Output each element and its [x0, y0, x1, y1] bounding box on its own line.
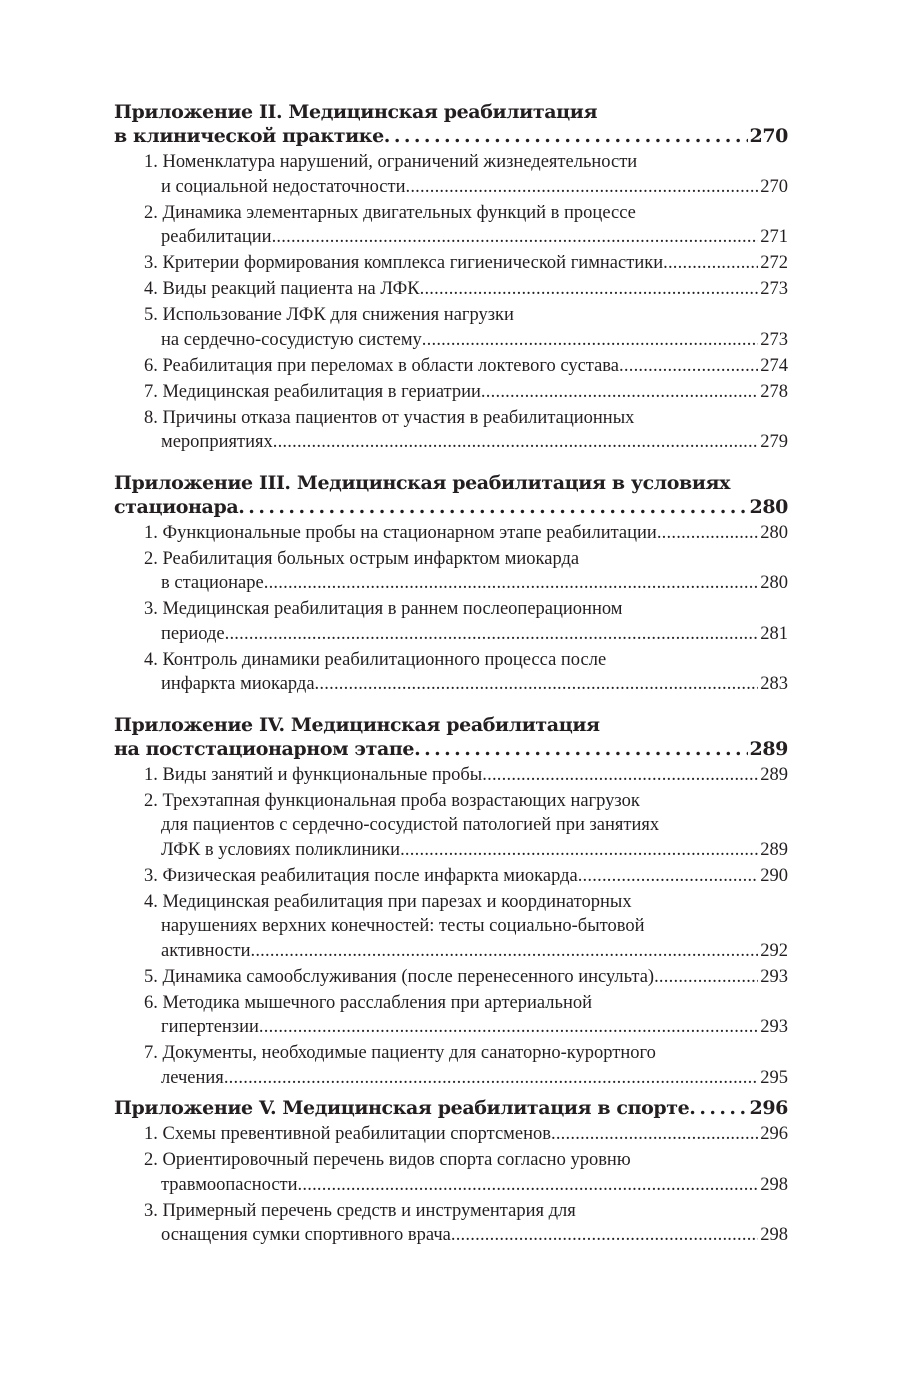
dot-leader	[482, 763, 758, 788]
section-page-number: 280	[749, 495, 788, 518]
toc-item-text: реабилитации	[161, 227, 272, 247]
dot-leader	[250, 939, 758, 964]
toc-item-page-number: 280	[760, 522, 788, 543]
dot-leader	[259, 1015, 758, 1040]
toc-item-text: 2. Ориентировочный перечень видов спорта согласно уровню	[144, 1150, 631, 1170]
dot-leader	[272, 225, 759, 250]
toc-item[interactable]	[114, 380, 788, 405]
dot-leader	[238, 495, 747, 519]
toc-item-text: мероприятиях	[161, 432, 273, 452]
dot-leader	[405, 175, 758, 200]
table-of-contents	[114, 100, 788, 1264]
toc-item[interactable]	[114, 277, 788, 302]
toc-item-text: 4. Виды реакций пациента на ЛФК	[144, 279, 420, 299]
toc-item-text: 2. Динамика элементарных двигательных функций в процессе	[144, 202, 636, 223]
toc-item-page-number: 281	[760, 623, 788, 644]
toc-item-text: в стационаре	[161, 573, 264, 593]
toc-section	[114, 1096, 788, 1248]
dot-leader	[420, 277, 759, 302]
toc-item-text: 5. Использование ЛФК для снижения нагрузки	[144, 305, 514, 325]
dot-leader	[273, 430, 759, 455]
section-title-text: Приложение IV. Медицинская реабилитация	[114, 713, 600, 736]
toc-item-text: 3. Медицинская реабилитация в раннем послеоперационном	[144, 599, 623, 619]
toc-item-page-number: 274	[760, 355, 788, 376]
dot-leader	[689, 1096, 747, 1120]
toc-item-text: 5. Динамика самообслуживания (после перенесенного инсульта)	[144, 966, 655, 987]
section-title[interactable]	[114, 100, 788, 148]
toc-item[interactable]	[114, 1041, 788, 1090]
dot-leader	[400, 838, 758, 863]
toc-item-page-number: 283	[760, 674, 788, 694]
toc-item-text: 1. Номенклатура нарушений, ограничений жизнедеятельности	[144, 152, 638, 172]
toc-item-text: 3. Примерный перечень средств и инструментария для	[144, 1200, 576, 1221]
toc-item-page-number: 293	[760, 1017, 788, 1037]
toc-item-page-number: 279	[760, 432, 788, 452]
toc-item-text: оснащения сумки спортивного врача	[161, 1225, 451, 1245]
toc-item-page-number: 296	[760, 1124, 788, 1144]
toc-item-page-number: 292	[760, 940, 788, 961]
toc-item-list	[114, 521, 788, 697]
toc-item-text: 1. Функциональные пробы на стационарном этапе реабилитации	[144, 522, 657, 543]
toc-item-list	[114, 1122, 788, 1248]
section-title-text: Приложение V. Медицинская реабилитация в спорте	[114, 1097, 690, 1119]
toc-item-text: ЛФК в условиях поликлиники	[161, 839, 401, 860]
toc-item-page-number: 272	[760, 253, 788, 273]
dot-leader	[224, 1066, 758, 1091]
toc-item-text: периоде	[161, 623, 225, 644]
toc-item-text: травмоопасности	[161, 1174, 298, 1195]
toc-item[interactable]	[114, 597, 788, 646]
dot-leader	[225, 622, 759, 647]
section-title[interactable]	[114, 471, 788, 519]
dot-leader	[264, 571, 759, 596]
toc-item[interactable]	[114, 547, 788, 596]
section-title[interactable]	[114, 1096, 788, 1120]
toc-item-text: 1. Схемы превентивной реабилитации спортсменов	[144, 1124, 551, 1144]
dot-leader	[619, 354, 758, 379]
toc-item-text: на сердечно-сосудистую систему	[161, 329, 422, 350]
dot-leader	[384, 124, 748, 148]
dot-leader	[414, 737, 747, 761]
toc-item[interactable]	[114, 991, 788, 1040]
section-title-text: Приложение II. Медицинская реабилитация	[114, 101, 598, 123]
toc-item[interactable]	[114, 648, 788, 697]
section-title-text: Приложение III. Медицинская реабилитация в условиях	[114, 471, 731, 494]
toc-item[interactable]	[114, 864, 788, 889]
toc-item-page-number: 293	[760, 966, 788, 987]
dot-leader	[451, 1223, 758, 1248]
toc-item-text: 3. Критерии формирования комплекса гигиенической гимнастики	[144, 253, 664, 273]
toc-item-page-number: 298	[760, 1225, 788, 1245]
toc-item-text: гипертензии	[161, 1017, 259, 1037]
toc-item[interactable]	[114, 201, 788, 250]
toc-item-text: 4. Медицинская реабилитация при парезах и координаторных	[144, 891, 632, 912]
dot-leader	[551, 1122, 758, 1147]
toc-item-text: 4. Контроль динамики реабилитационного процесса после	[144, 649, 607, 670]
toc-item[interactable]	[114, 303, 788, 352]
toc-section	[114, 471, 788, 697]
toc-item[interactable]	[114, 789, 788, 863]
toc-item-text: для пациентов с сердечно-сосудистой патологией при занятиях	[161, 815, 660, 835]
toc-item-page-number: 273	[760, 279, 788, 299]
dot-leader	[663, 251, 758, 276]
dot-leader	[481, 380, 758, 405]
toc-item-page-number: 289	[760, 839, 788, 860]
toc-item-page-number: 298	[760, 1174, 788, 1195]
toc-item-page-number: 289	[760, 764, 788, 785]
section-page-number: 296	[749, 1097, 788, 1119]
dot-leader	[298, 1173, 759, 1198]
toc-item-text: 2. Трехэтапная функциональная проба возрастающих нагрузок	[144, 790, 640, 811]
toc-item-page-number: 270	[760, 176, 788, 197]
toc-item[interactable]	[114, 354, 788, 379]
toc-item-page-number: 295	[760, 1067, 788, 1088]
toc-item[interactable]	[114, 251, 788, 276]
toc-item[interactable]	[114, 763, 788, 788]
toc-item-text: 6. Методика мышечного расслабления при артериальной	[144, 992, 593, 1013]
toc-item-text: 3. Физическая реабилитация после инфаркта миокарда	[144, 865, 578, 886]
toc-item-page-number: 290	[760, 865, 788, 886]
toc-item-text: 6. Реабилитация при переломах в области локтевого сустава	[144, 355, 620, 376]
toc-item-text: лечения	[161, 1067, 224, 1088]
toc-item[interactable]	[114, 1199, 788, 1248]
section-title-text: стационара	[114, 495, 239, 518]
toc-item-text: 7. Медицинская реабилитация в гериатрии	[144, 381, 481, 402]
toc-item[interactable]	[114, 150, 788, 199]
dot-leader	[422, 328, 758, 353]
toc-item-page-number: 278	[760, 381, 788, 402]
toc-item[interactable]	[114, 406, 788, 455]
toc-item-text: 2. Реабилитация больных острым инфарктом миокарда	[144, 548, 580, 569]
toc-section	[114, 100, 788, 455]
toc-item[interactable]	[114, 521, 788, 546]
toc-item[interactable]	[114, 1122, 788, 1147]
toc-item-text: нарушениях верхних конечностей: тесты социально-бытовой	[161, 916, 645, 936]
toc-item-list	[114, 763, 788, 1091]
toc-item-page-number: 271	[760, 227, 788, 247]
section-title[interactable]	[114, 713, 788, 761]
toc-item-page-number: 273	[760, 329, 788, 350]
toc-item-list	[114, 150, 788, 455]
dot-leader	[315, 672, 759, 697]
toc-item-page-number: 280	[760, 573, 788, 593]
toc-item-text: 7. Документы, необходимые пациенту для санаторно-курортного	[144, 1043, 656, 1063]
toc-item-text: инфаркта миокарда	[161, 674, 315, 694]
dot-leader	[657, 521, 758, 546]
toc-item[interactable]	[114, 965, 788, 990]
dot-leader	[578, 864, 759, 889]
toc-item-text: 8. Причины отказа пациентов от участия в реабилитационных	[144, 407, 635, 428]
section-page-number: 270	[749, 125, 788, 147]
toc-item[interactable]	[114, 1148, 788, 1197]
toc-section	[114, 713, 788, 1091]
section-page-number: 289	[749, 737, 788, 760]
dot-leader	[654, 965, 758, 990]
toc-item[interactable]	[114, 890, 788, 964]
toc-item-text: активности	[161, 940, 251, 961]
section-title-text: на постстационарном этапе	[114, 737, 415, 760]
toc-item-text: и социальной недостаточности	[161, 176, 406, 197]
toc-item-text: 1. Виды занятий и функциональные пробы	[144, 764, 483, 785]
section-title-text: в клинической практике	[114, 125, 384, 147]
